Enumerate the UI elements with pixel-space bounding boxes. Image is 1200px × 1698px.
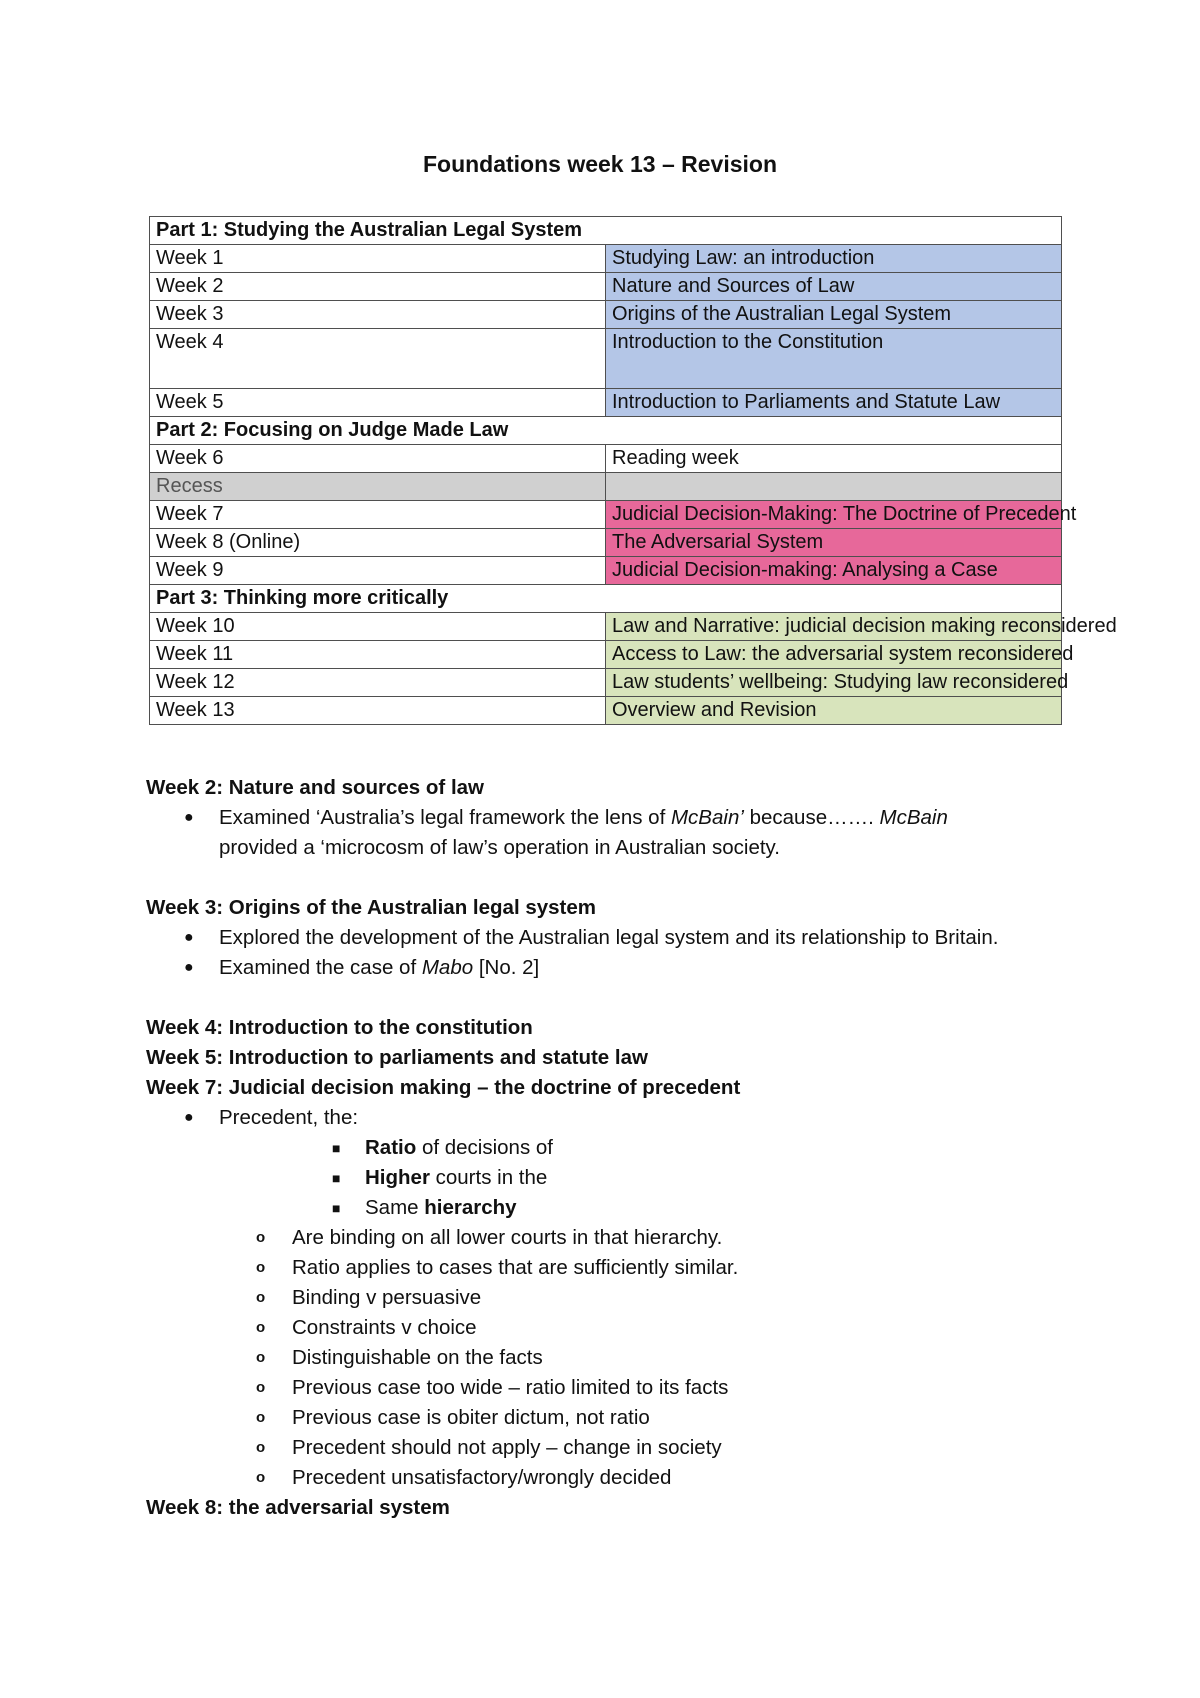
- list-item: [146, 923, 1046, 953]
- topic-cell: Origins of the Australian Legal System: [606, 301, 1062, 329]
- topic-cell: Access to Law: the adversarial system reconsidered: [606, 641, 1062, 669]
- text-run: Previous case too wide – ratio limited to its facts: [292, 1376, 729, 1399]
- square-bullet-icon: ■: [332, 1140, 341, 1156]
- text-run: Examined the case of: [219, 956, 422, 979]
- text-run: because…….: [743, 806, 880, 829]
- table-row: [150, 557, 1062, 585]
- list-item: [146, 1133, 1046, 1163]
- bold-term: hierarchy: [424, 1196, 517, 1219]
- part-3-label: Part 3: Thinking more critically: [150, 585, 1062, 613]
- table-row: [150, 389, 1062, 417]
- list-item: [146, 1313, 1046, 1343]
- square-bullet-icon: ■: [332, 1200, 341, 1216]
- table-row: [150, 445, 1062, 473]
- week-cell: Week 12: [150, 669, 606, 697]
- part-header-row: [150, 417, 1062, 445]
- text-run: Constraints v choice: [292, 1316, 477, 1339]
- bullet-dot-icon: ●: [184, 1109, 194, 1126]
- list-item: [146, 953, 1046, 983]
- case-name: McBain: [879, 806, 948, 829]
- bullet-dot-icon: ●: [184, 929, 194, 946]
- circle-bullet-icon: o: [256, 1259, 266, 1276]
- list-item: [146, 1433, 1046, 1463]
- list-item: [146, 1253, 1046, 1283]
- revision-notes: [146, 773, 1046, 1523]
- week-cell: Week 4: [150, 329, 606, 389]
- case-name: Mabo: [421, 956, 474, 979]
- case-name: McBain’: [670, 806, 744, 829]
- list-item: [146, 1223, 1046, 1253]
- topic-cell: Law and Narrative: judicial decision making reconsidered: [606, 613, 1062, 641]
- text-run: provided a ‘microcosm of law’s operation in Australian society.: [219, 836, 780, 859]
- bold-term: Higher: [365, 1166, 430, 1189]
- circle-bullet-icon: o: [256, 1469, 266, 1486]
- week7-heading: Week 7: Judicial decision making – the doctrine of precedent: [146, 1076, 741, 1099]
- circle-bullet-icon: o: [256, 1379, 266, 1396]
- topic-cell: Nature and Sources of Law: [606, 273, 1062, 301]
- text-run: Precedent unsatisfactory/wrongly decided: [292, 1466, 672, 1489]
- week-cell: Week 7: [150, 501, 606, 529]
- week-cell: Week 13: [150, 697, 606, 725]
- week3-bullets: [146, 923, 1046, 983]
- bullet-dot-icon: ●: [184, 809, 194, 826]
- topic-cell: The Adversarial System: [606, 529, 1062, 557]
- part-header-row: [150, 217, 1062, 245]
- list-item: [146, 803, 1046, 863]
- table-row: [150, 669, 1062, 697]
- text-run: Examined ‘Australia’s legal framework the lens of: [219, 806, 671, 829]
- bullet-dot-icon: ●: [184, 959, 194, 976]
- text-run: Previous case is obiter dictum, not ratio: [292, 1406, 650, 1429]
- topic-cell: Studying Law: an introduction: [606, 245, 1062, 273]
- text-run: Ratio applies to cases that are sufficiently similar.: [292, 1256, 739, 1279]
- table-row: [150, 245, 1062, 273]
- week-cell: Recess: [150, 473, 606, 501]
- topic-cell: Reading week: [606, 445, 1062, 473]
- page-title: Foundations week 13 – Revision: [422, 151, 778, 177]
- precedent-definition-list: [146, 1133, 1046, 1223]
- text-run: courts in the: [429, 1166, 548, 1189]
- bold-term: Ratio: [365, 1136, 417, 1159]
- text-run: Distinguishable on the facts: [292, 1346, 543, 1369]
- list-item: [146, 1403, 1046, 1433]
- text-run: Precedent, the:: [219, 1106, 359, 1129]
- list-item: [146, 1283, 1046, 1313]
- course-schedule-table: [149, 216, 1117, 725]
- list-item: [146, 1373, 1046, 1403]
- table-row: [150, 641, 1062, 669]
- week-cell: Week 2: [150, 273, 606, 301]
- table-row: [150, 529, 1062, 557]
- table-row: [150, 613, 1062, 641]
- circle-bullet-icon: o: [256, 1319, 266, 1336]
- week3-heading: Week 3: Origins of the Australian legal system: [146, 896, 596, 919]
- week-cell: Week 10: [150, 613, 606, 641]
- text-run: Are binding on all lower courts in that hierarchy.: [292, 1226, 723, 1249]
- week-cell: Week 8 (Online): [150, 529, 606, 557]
- topic-cell: Introduction to Parliaments and Statute Law: [606, 389, 1062, 417]
- list-item: [146, 1343, 1046, 1373]
- week8-heading: Week 8: the adversarial system: [146, 1496, 450, 1519]
- circle-bullet-icon: o: [256, 1229, 266, 1246]
- text-run: [No. 2]: [473, 956, 540, 979]
- week2-bullets: [146, 803, 1046, 863]
- week-cell: Week 6: [150, 445, 606, 473]
- week-cell: Week 1: [150, 245, 606, 273]
- list-item: [146, 1463, 1046, 1493]
- text-run: Binding v persuasive: [292, 1286, 482, 1309]
- part-2-label: Part 2: Focusing on Judge Made Law: [150, 417, 1062, 445]
- table-row: [150, 301, 1062, 329]
- precedent-points-list: [146, 1223, 1046, 1493]
- week5-heading: Week 5: Introduction to parliaments and statute law: [146, 1046, 648, 1069]
- list-item: [146, 1193, 1046, 1223]
- circle-bullet-icon: o: [256, 1289, 266, 1306]
- table-row: [150, 473, 1062, 501]
- part-header-row: [150, 585, 1062, 613]
- table-row: [150, 501, 1062, 529]
- circle-bullet-icon: o: [256, 1439, 266, 1456]
- topic-cell: Judicial Decision-Making: The Doctrine of Precedent: [606, 501, 1062, 529]
- part-1-label: Part 1: Studying the Australian Legal System: [150, 217, 1062, 245]
- text-run: of decisions of: [416, 1136, 553, 1159]
- table-row: [150, 329, 1062, 389]
- week7-bullets: [146, 1103, 1046, 1133]
- text-run: Explored the development of the Australian legal system and its relationship to Britain.: [219, 926, 999, 949]
- topic-cell: Introduction to the Constitution: [606, 329, 1062, 389]
- text-run: Same: [365, 1196, 425, 1219]
- topic-cell: Law students’ wellbeing: Studying law reconsidered: [606, 669, 1062, 697]
- table-row: [150, 697, 1062, 725]
- topic-cell: [606, 473, 1062, 501]
- topic-cell: Judicial Decision-making: Analysing a Case: [606, 557, 1062, 585]
- week2-heading: Week 2: Nature and sources of law: [146, 776, 484, 799]
- list-item: [146, 1163, 1046, 1193]
- week4-heading: Week 4: Introduction to the constitution: [146, 1016, 533, 1039]
- square-bullet-icon: ■: [332, 1170, 341, 1186]
- text-run: Precedent should not apply – change in society: [292, 1436, 722, 1459]
- week-cell: Week 5: [150, 389, 606, 417]
- list-item: [146, 1103, 1046, 1133]
- circle-bullet-icon: o: [256, 1409, 266, 1426]
- week-cell: Week 3: [150, 301, 606, 329]
- table-row: [150, 273, 1062, 301]
- topic-cell: Overview and Revision: [606, 697, 1062, 725]
- circle-bullet-icon: o: [256, 1349, 266, 1366]
- week-cell: Week 11: [150, 641, 606, 669]
- week-cell: Week 9: [150, 557, 606, 585]
